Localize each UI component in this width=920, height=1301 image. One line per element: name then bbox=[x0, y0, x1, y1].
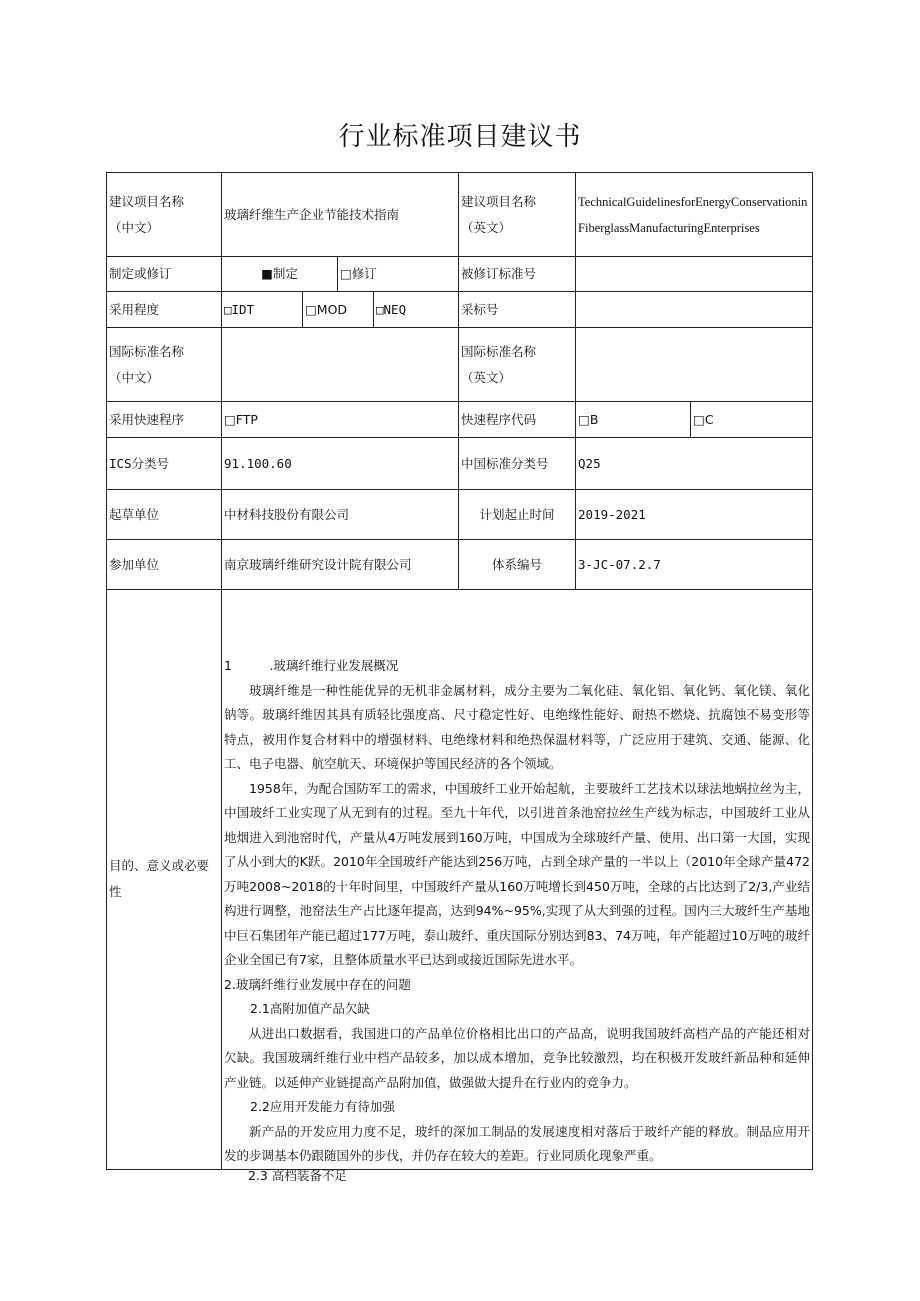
purpose-content bbox=[222, 590, 813, 1170]
drafter-label: 起草单位 bbox=[107, 490, 222, 540]
intl-en-label-cell bbox=[459, 328, 576, 402]
intl-en-value bbox=[576, 328, 813, 402]
proposal-form-table bbox=[106, 172, 813, 1170]
revised-std-label: 被修订标准号 bbox=[459, 257, 576, 292]
plan-value: 2019-2021 bbox=[576, 490, 813, 540]
paragraph-2: 1958年，为配合国防军工的需求，中国玻纤工业开始起航，主要玻纤工艺技术以球法地蜗拉丝为主，中国玻纤工业实现了从无到有的过程。至九十年代，以引进首条池窑拉丝生产线为标志，中国玻纤工业从地烟进入到池窑时代，产量从4万吨发展到160万吨，中国成为全球玻纤产量、使用、出口第一大国，实现了从小到大的K跃。2010年全国玻纤产能达到256万吨，占到全球产量的一半以上（2010年全球产量472万吨2008~2018的十年时间里，中国玻纤产量从160万吨增长到450万吨，全球的占比达到了2/3,产业结构进行调整，池窑法生产占比逐年提高，达到94%~95%,实现了从大到强的过程。国内三大玻纤生产基地中巨石集团年产能已超过177万吨，泰山玻纤、重庆国际分别达到83、74万吨，年产能超过10万吨的玻纤企业全国已有7家，且整体质量水平已达到或接近国际先进水平。 bbox=[224, 780, 811, 967]
fast-code-label: 快速程序代码 bbox=[459, 402, 576, 438]
row-participant bbox=[107, 540, 813, 590]
row-purpose bbox=[107, 590, 813, 1170]
intl-en-label: 国际标准名称 bbox=[461, 343, 537, 359]
name-cn-label: 建议项目名称 bbox=[109, 193, 185, 209]
system-label: 体系编号 bbox=[459, 540, 576, 590]
participant-label: 参加单位 bbox=[107, 540, 222, 590]
row-fast bbox=[107, 402, 813, 438]
participant-value: 南京玻璃纤维研究设计院有限公司 bbox=[222, 540, 459, 590]
option-b[interactable]: □B bbox=[576, 402, 691, 438]
ics-label: ICS分类号 bbox=[107, 438, 222, 490]
name-cn-value: 玻璃纤维生产企业节能技术指南 bbox=[222, 173, 459, 257]
name-en-value: TechnicalGuidelinesforEnergyConservationinFiberglassManufacturingEnterprises bbox=[576, 173, 813, 257]
adopted-std-label: 采标号 bbox=[459, 292, 576, 328]
revise-label: 制定或修订 bbox=[107, 257, 222, 292]
row-adoption bbox=[107, 292, 813, 328]
document-title: 行业标准项目建议书 bbox=[338, 122, 582, 152]
row-ics bbox=[107, 438, 813, 490]
option-ftp[interactable]: □FTP bbox=[222, 402, 459, 438]
option-neq[interactable]: □NEQ bbox=[374, 292, 459, 328]
section-2-3-heading: 2.3 高档装备不足 bbox=[248, 1168, 347, 1183]
intl-cn-label: 国际标准名称 bbox=[109, 343, 185, 359]
name-cn-label-sub: （中文） bbox=[109, 219, 160, 235]
intl-cn-value bbox=[222, 328, 459, 402]
name-cn-label-cell bbox=[107, 173, 222, 257]
paragraph-1: 玻璃纤维是一种性能优异的无机非金属材料，成分主要为二氧化硅、氧化铝、氧化钙、氧化镁、氧化钠等。玻璃纤维因其具有质轻比强度高、尺寸稳定性好、电绝缘性能好、耐热不燃烧、抗腐蚀不易变形等特点，被用作复合材料中的增强材料、电绝缘材料和绝热保温材料等，广泛应用于建筑、交通、能源、化工、电子电器、航空航天、环境保护等国民经济的各个领域。 bbox=[224, 682, 811, 771]
purpose-label: 目的、意义或必要性 bbox=[107, 590, 222, 1170]
ccs-value: Q25 bbox=[576, 438, 813, 490]
row-revise bbox=[107, 257, 813, 292]
section-1-heading: 1 .玻璃纤维行业发展概况 bbox=[224, 658, 399, 673]
adoption-label: 采用程度 bbox=[107, 292, 222, 328]
name-en-label: 建议项目名称 bbox=[461, 193, 537, 209]
row-project-name bbox=[107, 173, 813, 257]
name-en-label-sub: （英文） bbox=[461, 219, 512, 235]
revised-std-value bbox=[576, 257, 813, 292]
adopted-std-value bbox=[576, 292, 813, 328]
option-idt[interactable]: □IDT bbox=[222, 292, 303, 328]
option-establish[interactable]: ■制定 bbox=[222, 257, 338, 292]
row-drafter bbox=[107, 490, 813, 540]
ccs-label: 中国标准分类号 bbox=[459, 438, 576, 490]
ics-value: 91.100.60 bbox=[222, 438, 459, 490]
option-c[interactable]: □C bbox=[691, 402, 813, 438]
section-2-2-heading: 2.2应用开发能力有待加强 bbox=[250, 1099, 395, 1114]
plan-label: 计划起止时间 bbox=[459, 490, 576, 540]
intl-cn-label-cell bbox=[107, 328, 222, 402]
option-mod[interactable]: □MOD bbox=[303, 292, 374, 328]
paragraph-3: 从进出口数据看，我国进口的产品单位价格相比出口的产品高，说明我国玻纤高档产品的产能还相对欠缺。我国玻璃纤维行业中档产品较多，加以成本增加，竞争比较激烈，均在积极开发玻纤新品种和延伸产业链。以延伸产业链提高产品附加值，做强做大提升在行业内的竞争力。 bbox=[224, 1025, 811, 1090]
option-revise[interactable]: □修订 bbox=[338, 257, 459, 292]
section-2-1-heading: 2.1高附加值产品欠缺 bbox=[250, 1001, 370, 1016]
intl-en-label-sub: （英文） bbox=[461, 369, 512, 385]
section-2-heading: 2.玻璃纤维行业发展中存在的问题 bbox=[224, 976, 411, 992]
paragraph-4: 新产品的开发应用力度不足，玻纤的深加工制品的发展速度相对落后于玻纤产能的释放。制品应用开发的步调基本仍跟随国外的步伐，并仍存在较大的差距。行业同质化现象严重。 bbox=[224, 1123, 811, 1163]
fast-label: 采用快速程序 bbox=[107, 402, 222, 438]
row-intl-name bbox=[107, 328, 813, 402]
name-en-label-cell bbox=[459, 173, 576, 257]
drafter-value: 中材科技股份有限公司 bbox=[222, 490, 459, 540]
system-value: 3-JC-07.2.7 bbox=[576, 540, 813, 590]
intl-cn-label-sub: （中文） bbox=[109, 369, 160, 385]
